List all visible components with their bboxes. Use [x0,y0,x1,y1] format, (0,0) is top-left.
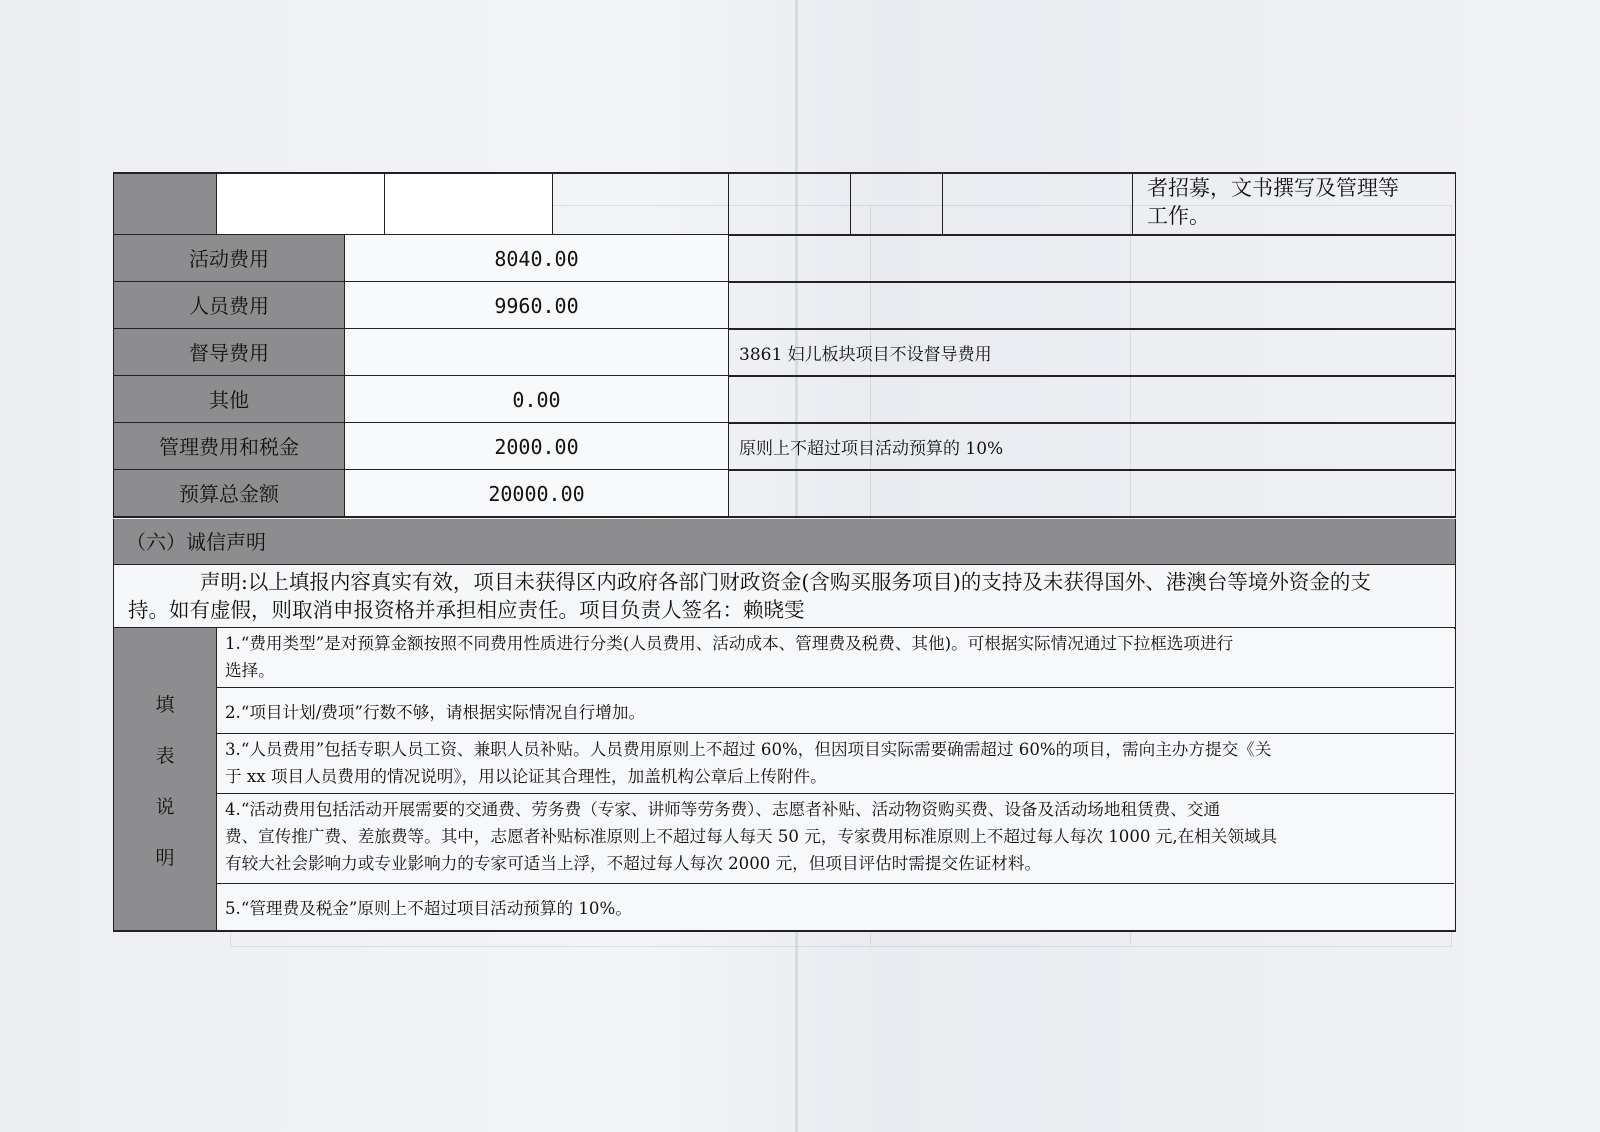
budget-amount-cell [345,282,729,329]
integrity-heading [113,519,1456,565]
instruction-line: 费、宣传推广费、差旅费等。其中，志愿者补贴标准原则上不超过每人每天 50 元，专家费用标准原则上不超过每人每次 1000 元,在相关领域具 [225,827,1278,846]
budget-amount-cell [345,470,729,517]
side-label-char: 明 [155,847,175,869]
budget-note-cell [729,282,1456,329]
budget-row [113,376,1456,423]
statement-line: 声明:以上填报内容真实有效，项目未获得区内政府各部门财政资金(含购买服务项目)的支持及未获得国外、港澳台等境外资金的支 [200,570,1371,594]
budget-row [113,470,1456,517]
budget-amount-cell [345,376,729,423]
top-desc-line: 工作。 [1147,204,1210,228]
top-cell-5 [851,172,943,235]
budget-amount: 8040.00 [494,246,579,271]
side-label-char: 说 [155,796,175,818]
rule [113,172,1456,174]
budget-label: 管理费用和税金 [159,434,299,459]
budget-label: 人员费用 [189,293,269,318]
top-gray-cell [113,172,217,235]
top-desc-cell [1133,172,1456,235]
budget-note-cell [729,470,1456,517]
rule [113,930,1456,932]
budget-amount-cell [345,423,729,470]
budget-label-cell [113,423,345,470]
budget-amount: 2000.00 [494,434,579,459]
instruction-line: 选择。 [225,661,275,680]
instructions-block [113,628,1456,930]
budget-label-cell [113,470,345,517]
budget-note-cell [729,423,1456,470]
budget-note: 3861 妇儿板块项目不设督导费用 [739,345,992,365]
budget-row [113,235,1456,282]
budget-amount-cell [345,329,729,376]
budget-row [113,423,1456,470]
instruction-line: 4.“活动费用包括活动开展需要的交通费、劳务费（专家、讲师等劳务费）、志愿者补贴、活动物资购买费、设备及活动场地租赁费、交通 [225,800,1221,819]
top-partial-row [113,172,1456,235]
budget-row [113,329,1456,376]
side-label-char: 填 [155,694,175,716]
budget-note-cell [729,329,1456,376]
instruction-line: 于 xx 项目人员费用的情况说明》，用以论证其合理性，加盖机构公章后上传附件。 [225,767,827,786]
budget-label-cell [113,282,345,329]
budget-label: 预算总金额 [179,481,279,506]
instruction-item [217,628,1454,688]
instruction-line: 3.“人员费用”包括专职人员工资、兼职人员补贴。人员费用原则上不超过 60%，但因项目实际需要确需超过 60%的项目，需向主办方提交《关 [225,740,1272,759]
instruction-item [217,794,1454,884]
top-cell-1 [217,172,385,235]
instruction-line: 2.“项目计划/费项”行数不够，请根据实际情况自行增加。 [225,703,646,722]
budget-note-cell [729,235,1456,282]
budget-label-cell [113,329,345,376]
budget-amount: 9960.00 [494,293,579,318]
budget-label: 活动费用 [189,246,269,271]
budget-amount-cell [345,235,729,282]
integrity-statement [113,565,1456,627]
budget-label-cell [113,376,345,423]
budget-label: 其他 [209,387,249,412]
statement-line: 持。如有虚假，则取消申报资格并承担相应责任。项目负责人签名：赖晓雯 [128,598,805,622]
instruction-item [217,688,1454,734]
budget-row [113,282,1456,329]
top-cell-2 [385,172,553,235]
top-cell-3 [553,172,729,235]
budget-table [113,172,1456,950]
top-cell-6 [943,172,1133,235]
integrity-heading-text: （六）诚信声明 [126,530,266,554]
side-label-char: 表 [155,745,175,767]
instruction-item [217,734,1454,794]
budget-amount: 0.00 [512,387,561,412]
instruction-item [217,884,1454,930]
top-cell-4 [729,172,851,235]
budget-note: 原则上不超过项目活动预算的 10% [739,439,1004,459]
instruction-line: 5.“管理费及税金”原则上不超过项目活动预算的 10%。 [225,899,632,918]
rule [113,516,1456,518]
instruction-line: 1.“费用类型”是对预算金额按照不同费用性质进行分类(人员费用、活动成本、管理费及税费、其他)。可根据实际情况通过下拉框选项进行 [225,634,1234,653]
budget-note-cell [729,376,1456,423]
top-desc-line: 者招募，文书撰写及管理等 [1147,176,1399,200]
budget-label: 督导费用 [189,340,269,365]
instruction-line: 有较大社会影响力或专业影响力的专家可适当上浮，不超过每人每次 2000 元，但项目评估时需提交佐证材料。 [225,854,1042,873]
budget-label-cell [113,235,345,282]
budget-amount: 20000.00 [488,481,585,506]
instructions-side-label [113,628,217,930]
